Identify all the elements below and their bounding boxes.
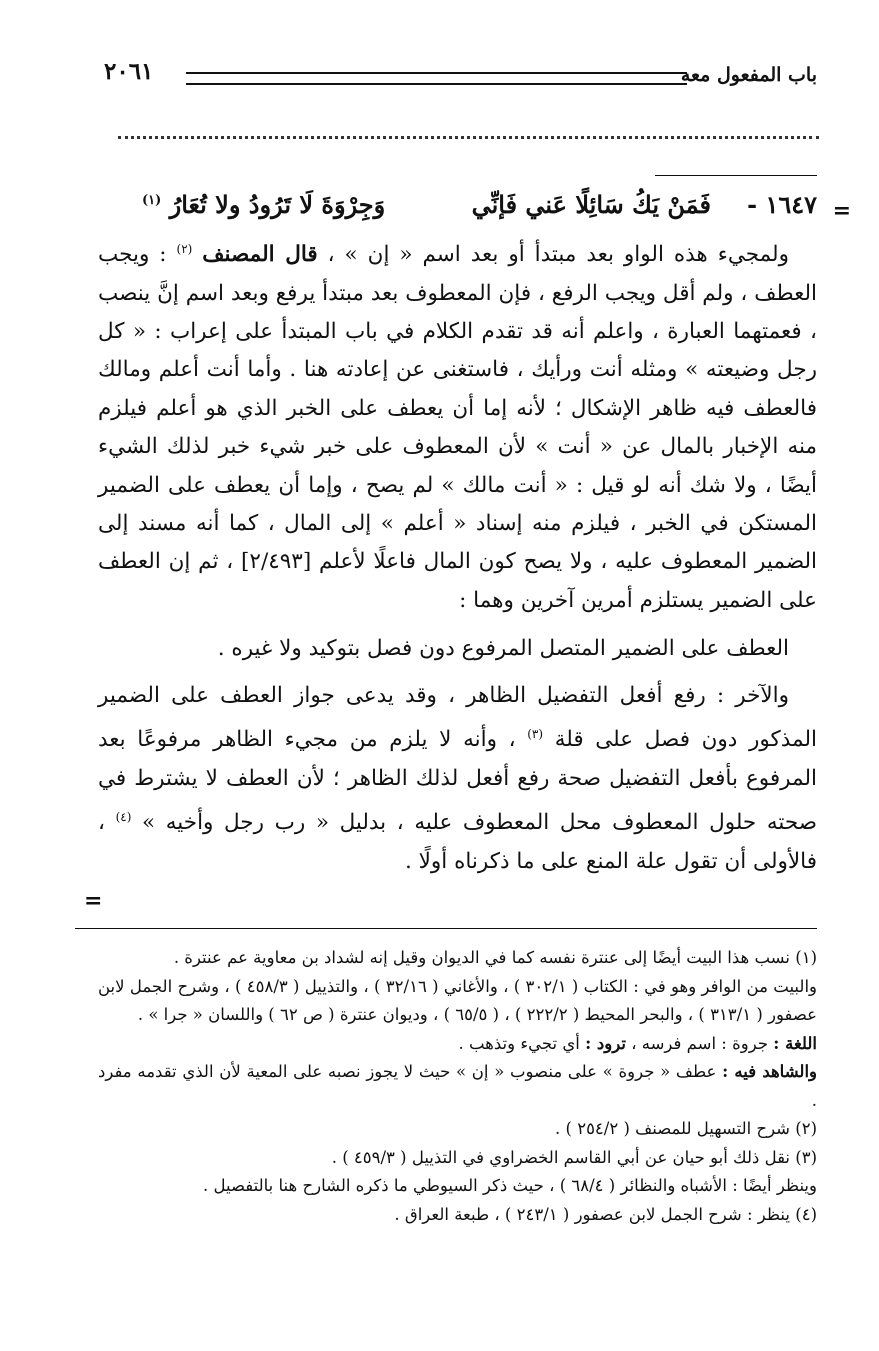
- page-number: ٢٠٦١: [104, 58, 154, 85]
- footnote-3-see-also: وينظر أيضًا : الأشباه والنظائر ( ٦٨/٤ ) ، حيث ذكر السيوطي ما ذكره الشارح هنا بالتفصيل .: [203, 1176, 817, 1195]
- footnote-1-lexicon: [98, 1030, 817, 1059]
- verse-number: ١٦٤٧ -: [747, 190, 817, 219]
- footnote-1-evidence: [98, 1058, 817, 1115]
- footnote-ref: (٣): [527, 727, 544, 742]
- paragraph: العطف على الضمير المتصل المرفوع دون فصل بتوكيد ولا غيره .: [217, 636, 789, 662]
- footnote-text: أي تجيء وتذهب .: [458, 1033, 580, 1053]
- verse-top-rule: [655, 175, 817, 176]
- paragraph-text: ، وأنه لا يلزم من مجيء الظاهر مرفوعًا بعد المرفوع بأفعل التفضيل صحة رفع أفعل لذلك الظاهر ؛ لأن العطف لا يشترط في صحته حلول المعطوف محل المعطوف عليه ، بدليل « رب رجل وأخيه »: [98, 727, 817, 836]
- footnote-separator: [75, 928, 817, 929]
- footnote-ref: (٢): [176, 242, 193, 256]
- paragraph-text: والآخر : رفع أفعل التفضيل الظاهر ، وقد يدعى جواز العطف على الضمير المذكور دون فصل على قلة: [98, 682, 817, 753]
- footnote-4: (٤) ينظر : شرح الجمل لابن عصفور ( ٢٤٣/١ ) ، طبعة العراق .: [394, 1204, 817, 1224]
- paragraph: [98, 230, 817, 620]
- footnote-1: (١) نسب هذا البيت أيضًا إلى عنترة نفسه كما في الديوان وقيل إنه لشداد بن معاوية عم عنترة .: [173, 948, 817, 967]
- poetry-verse: [142, 190, 817, 230]
- label: اللغة :: [773, 1033, 817, 1053]
- paragraph-text: : ويجب العطف ، ولم أقل ويجب الرفع ، فإن المعطوف بعد مبتدأ يرفع وبعد اسم إنَّ ينصب ، فعمتهما العبارة ، واعلم أنه قد تقدم الكلام في باب المبتدأ على إعراب : « كل رجل وضيعته » ومثله أنت ورأيك ، فاستغنى عن إعادته هنا . وأما أنت أعلم ومالك فالعطف فيه ظاهر الإشكال ؛ لأنه إما أن يعطف على الخبر الذي هو أعلم فيلزم منه الإخبار بالمال عن « أنت » لأن المعطوف على خبر شيء خبر لذلك الشيء أيضًا ، ولا شك أنه لو قيل : « أنت مالك » لم يصح ، وإما أن يعطف على الضمير المستكن في الخبر ، فيلزم منه إسناد « أعلم » إلى المال ، كما أنه مسند إلى الضمير المعطوف عليه ، ولا يصح كون المال فاعلًا لأعلم [٢/٤٩٣] ، ثم إن العطف على الضمير يستلزم أمرين آخرين وهما :: [98, 242, 817, 613]
- paragraph-text: ولمجيء هذه الواو بعد مبتدأ أو بعد اسم « إن » ،: [327, 242, 789, 268]
- bold-phrase: قال المصنف: [202, 242, 318, 268]
- verse-first-hemistich: فَمَنْ يَكُ سَائِلًا عَني فَإنِّي: [471, 190, 711, 219]
- continuation-mark-end: =: [84, 888, 103, 914]
- footnotes: [98, 944, 817, 1229]
- label: ترود :: [585, 1033, 626, 1053]
- chapter-title: باب المفعول معه: [680, 64, 817, 86]
- verse-second-hemistich-text: وَجِرْوَةَ لَا تَرُودُ ولا تُعَارُ: [169, 190, 386, 219]
- continuation-mark-start: =: [832, 198, 851, 224]
- footnote-ref: (٤): [115, 810, 132, 824]
- footnote-text: جروة : اسم فرسه ،: [631, 1033, 769, 1053]
- footnote-ref: (١): [142, 193, 162, 208]
- paragraph-text: ، فالأولى أن تقول علة المنع على ما ذكرناه أولًا .: [98, 810, 817, 874]
- label: والشاهد فيه :: [722, 1062, 818, 1081]
- paragraph: [98, 677, 817, 881]
- verse-second-hemistich: [142, 190, 385, 219]
- footnote-text: عطف « جروة » على منصوب « إن » حيث لا يجوز نصبه على المعية لأن الذي تقدمه مفرد .: [98, 1062, 817, 1110]
- header-double-rule: [186, 72, 687, 85]
- main-text: [98, 230, 817, 881]
- footnote-2: (٢) شرح التسهيل للمصنف ( ٢٥٤/٢ ) .: [555, 1119, 817, 1138]
- footnote-3: (٣) نقل ذلك أبو حيان عن أبي القاسم الخضراوي في التذييل ( ٤٥٩/٣ ) .: [331, 1147, 817, 1167]
- dotted-separator: [118, 136, 819, 139]
- footnote-1-sources: والبيت من الوافر وهو في : الكتاب ( ٣٠٢/١ ) ، والأغاني ( ٣٢/١٦ ) ، والتذييل ( ٤٥٨/٣ ) ، وشرح الجمل لابن عصفور ( ٣١٣/١ ) ، والبحر المحيط ( ٢٢٢/٢ ) ، ( ٦٥/٥ ) ، وديوان عنترة ( ص ٦٢ ) واللسان « جرا » .: [98, 976, 817, 1024]
